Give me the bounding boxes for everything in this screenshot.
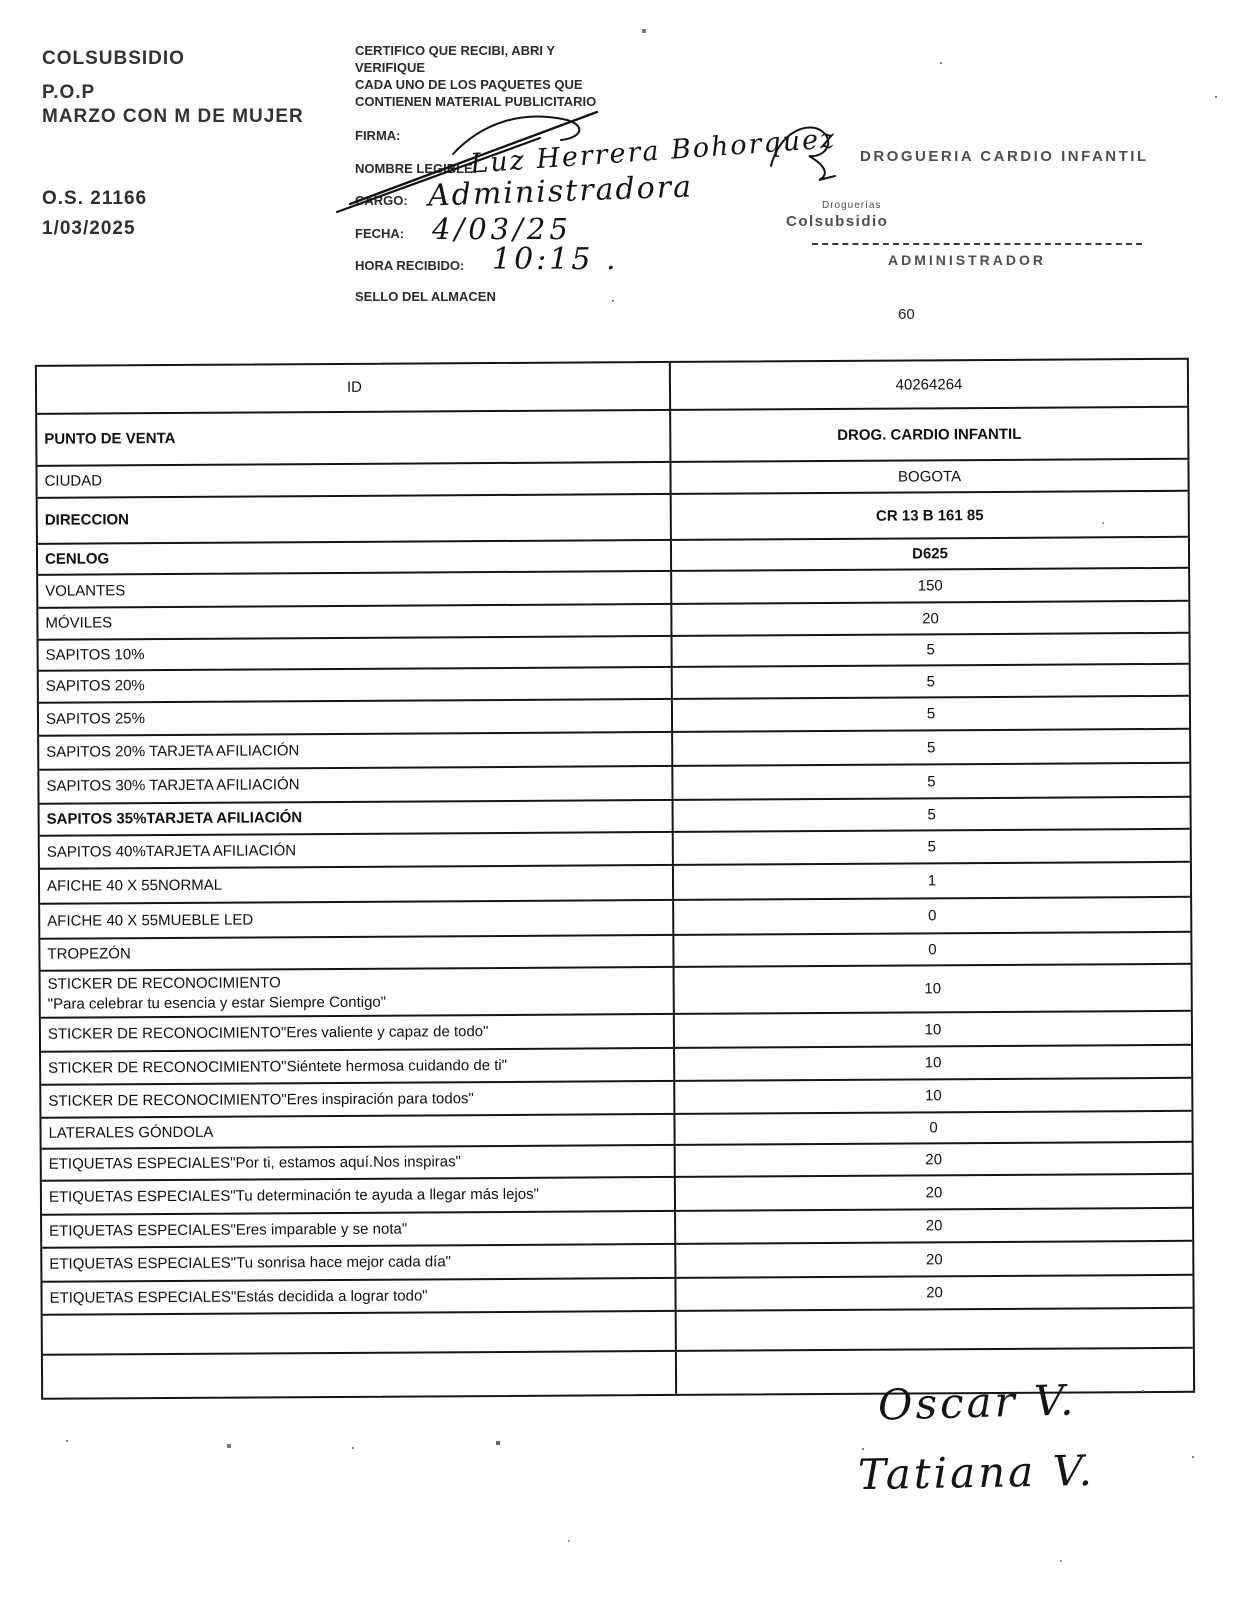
row-value: 10 [924,1087,942,1105]
footer-signature-1: Oscar V. [877,1375,1077,1430]
row-label: SAPITOS 20% TARJETA AFILIACIÓN [39,733,673,769]
administrador-stamp: ADMINISTRADOR [888,252,1046,268]
program-label: P.O.P [42,82,96,103]
row-label: ID [37,363,671,413]
chain-stamp-name: Colsubsidio [786,213,889,230]
row-label: SAPITOS 20% [39,668,673,702]
row-value [677,1309,1193,1350]
row-label: STICKER DE RECONOCIMIENTO"Eres inspiración para todos" [41,1082,675,1117]
brand-name: COLSUBSIDIO [42,48,185,69]
row-value: 5 [926,705,936,723]
table-row [42,1173,1192,1214]
row-value: 20 [925,1150,943,1168]
row-value: 5 [927,805,936,823]
row-value: 0 [929,1119,938,1137]
firma-label: FIRMA: [355,128,401,143]
order-date: 1/03/2025 [42,218,136,239]
row-label: AFICHE 40 X 55MUEBLE LED [40,901,674,938]
cargo-handwriting: Administradora [427,169,694,214]
table-row [42,1274,1192,1314]
row-value: 20 [925,1250,943,1268]
certification-text: CERTIFICO QUE RECIBI, ABRI Y VERIFIQUE CADA UNO DE LOS PAQUETES QUE CONTIENEN MATERIAL PUBLICITARIO [355,43,597,109]
row-value: 10 [924,1020,942,1038]
row-value: 5 [926,672,936,690]
row-label: SAPITOS 35%TARJETA AFILIACIÓN [40,801,674,835]
table-row [42,1207,1192,1247]
row-label: ETIQUETAS ESPECIALES"Estás decidida a lograr todo" [42,1279,676,1314]
table-row [40,861,1190,903]
table-row [40,896,1190,938]
table-row [39,728,1189,769]
table-row [38,490,1188,543]
table-row [40,828,1190,868]
nombre-legible-label: NOMBRE LEGIBLE: [355,161,478,176]
row-label: SAPITOS 30% TARJETA AFILIACIÓN [39,767,673,803]
row-value: BOGOTA [897,467,962,486]
row-value: 20 [925,1217,943,1235]
sello-almacen-label: SELLO DEL ALMACEN [355,289,496,304]
hora-recibido-handwriting: 10:15 . [492,242,619,277]
row-value: 5 [926,641,935,659]
row-label: ETIQUETAS ESPECIALES"Por ti, estamos aquí.Nos inspiras" [42,1146,676,1180]
row-label: ETIQUETAS ESPECIALES"Tu sonrisa hace mejor cada día" [42,1245,676,1281]
row-label: SAPITOS 25% [39,700,673,735]
stamp-dashed-line [812,243,1142,245]
row-value: 20 [926,1284,943,1302]
row-label: SAPITOS 10% [39,637,673,670]
campaign-title: MARZO CON M DE MUJER [42,106,304,127]
order-number: O.S. 21166 [42,188,148,209]
row-label: DIRECCION [38,495,672,543]
nombre-legible-handwriting: Luz Herrera Bohorquez [469,123,838,180]
row-label: STICKER DE RECONOCIMIENTO"Siéntete hermosa cuidando de ti" [41,1049,675,1084]
cargo-label: CARGO: [355,193,408,208]
row-label: AFICHE 40 X 55NORMAL [40,866,674,903]
row-label [43,1312,677,1354]
fecha-label: FECHA: [355,226,405,241]
hora-recibido-label: HORA RECIBIDO: [355,258,465,273]
table-row [41,1010,1191,1051]
row-label: CENLOG [38,541,672,574]
row-label: TROPEZÓN [40,936,674,970]
table-row [37,360,1187,413]
table-row [41,1077,1191,1117]
row-value: 0 [928,907,937,925]
scan-noise-specks [0,0,2,2]
row-label: PUNTO DE VENTA [37,411,671,465]
fecha-handwriting: 4/03/25 [432,212,572,246]
count-60: 60 [898,306,915,323]
footer-signature-2: Tatiana V. [857,1445,1096,1500]
row-label: STICKER DE RECONOCIMIENTO "Para celebrar tu esencia y estar Siempre Contigo" [41,968,675,1017]
row-value: 5 [927,772,936,790]
row-label: LATERALES GÓNDOLA [41,1115,675,1148]
row-label: CIUDAD [37,463,671,497]
row-label [43,1352,677,1398]
row-value: 1 [927,872,937,890]
row-value: 150 [917,577,943,595]
table-row [39,762,1189,803]
row-value: 20 [922,609,939,627]
pop-material-table [35,358,1195,1400]
row-value: 10 [924,980,942,998]
store-stamp: DROGUERIA CARDIO INFANTIL [860,148,1149,165]
table-row [41,1044,1191,1084]
table-row [42,1240,1192,1281]
row-value: DROG. CARDIO INFANTIL [837,425,1022,444]
row-value: CR 13 B 161 85 [875,506,984,525]
row-label: VOLANTES [38,572,672,607]
chain-stamp-small: Droguerías [822,200,882,211]
row-value: D625 [912,545,948,563]
row-value: 5 [926,738,936,756]
table-row [39,695,1189,735]
row-value: 40264264 [895,375,963,394]
table-row [41,963,1191,1017]
row-label: ETIQUETAS ESPECIALES"Eres imparable y se nota" [42,1212,676,1247]
row-label: MÓVILES [38,605,672,639]
row-label: ETIQUETAS ESPECIALES"Tu determinación te ayuda a llegar más lejos" [42,1178,676,1214]
row-value: 20 [925,1183,943,1201]
row-label: SAPITOS 40%TARJETA AFILIACIÓN [40,833,674,868]
row-value: 0 [928,940,937,958]
row-value: 5 [927,838,937,856]
table-row [38,567,1188,607]
table-row [37,406,1187,465]
row-label: STICKER DE RECONOCIMIENTO"Eres valiente y capaz de todo" [41,1015,675,1051]
row-value: 10 [924,1054,942,1072]
table-row [43,1307,1193,1354]
